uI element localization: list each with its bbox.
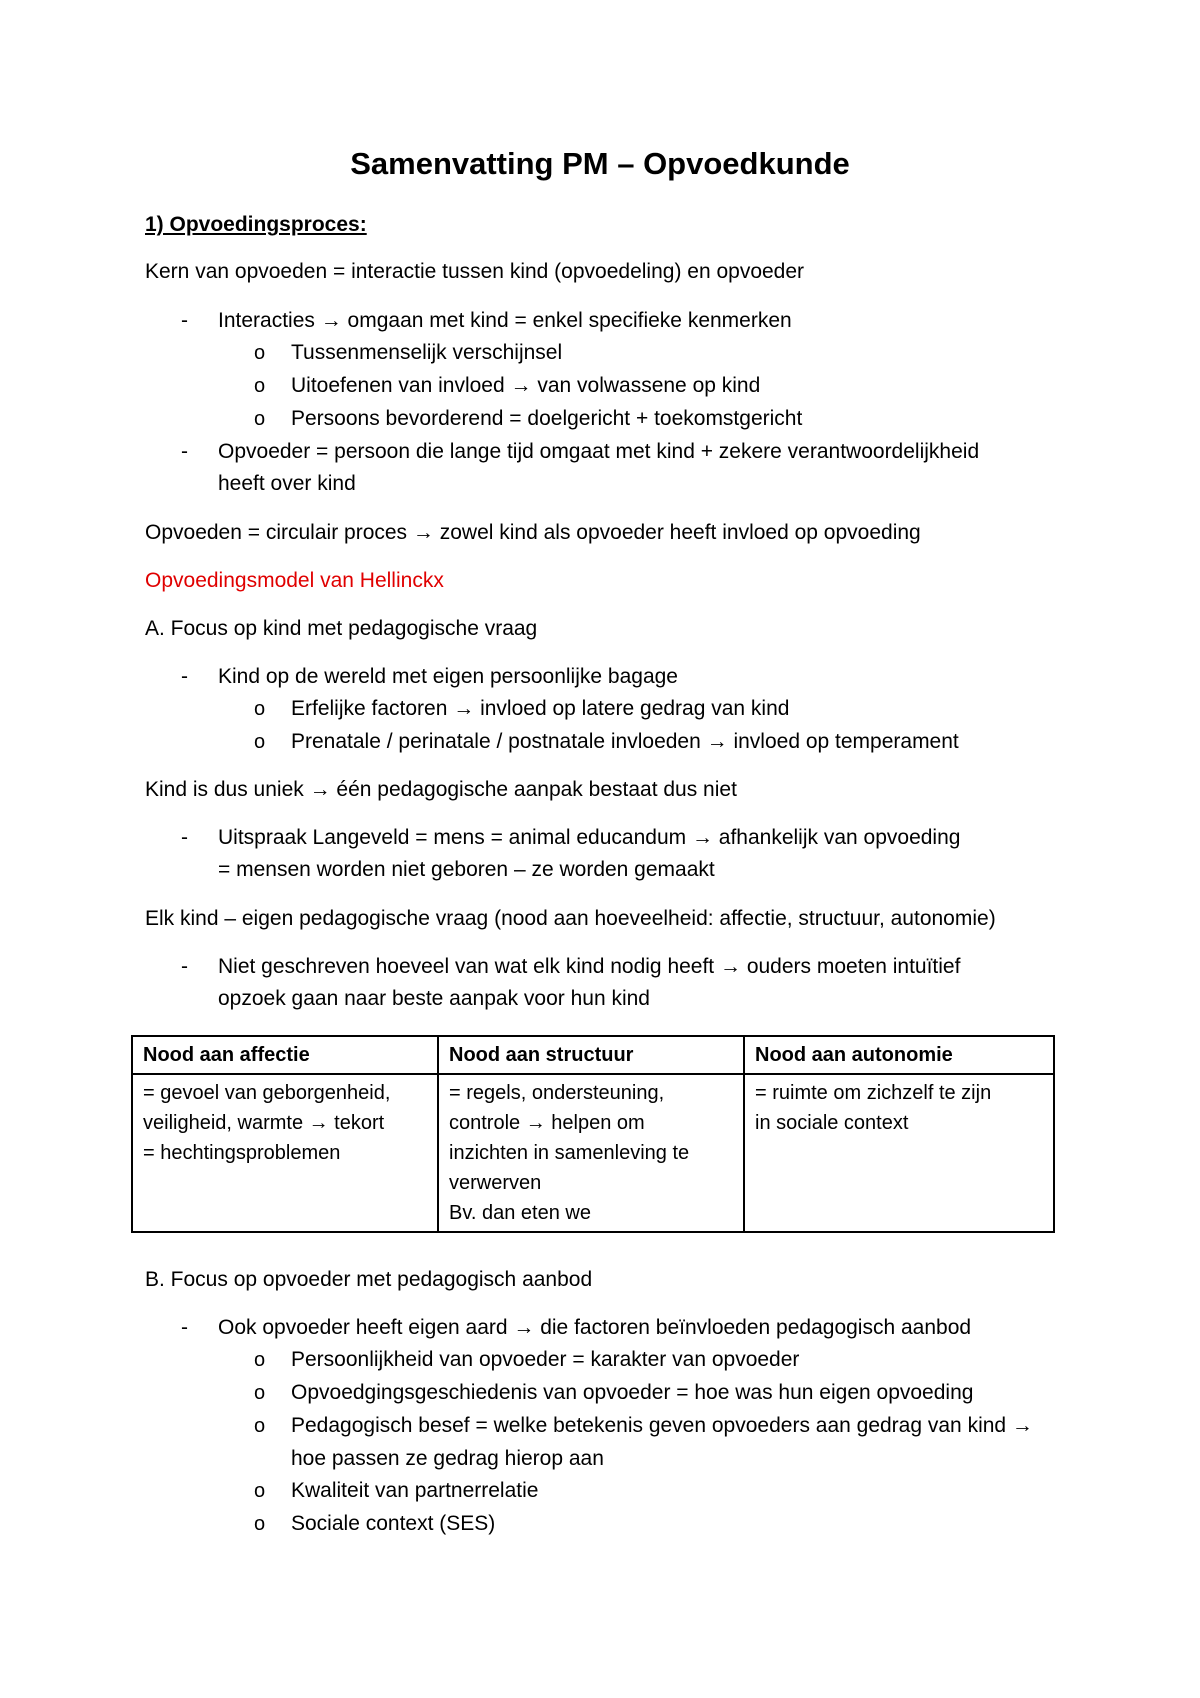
sub-item-cont: hoe passen ze gedrag hierop aan	[291, 1447, 604, 1470]
paragraph-kern: Kern van opvoeden = interactie tussen kind (opvoedeling) en opvoeder	[145, 260, 805, 283]
sub-item: Pedagogisch besef = welke betekenis geven opvoeders aan gedrag van kind →	[291, 1414, 1033, 1437]
list-item-opvoeder-cont: heeft over kind	[218, 472, 356, 495]
cell-line: = hechtingsproblemen	[143, 1142, 341, 1164]
circle-bullet: o	[254, 1415, 266, 1437]
circle-bullet: o	[254, 1382, 266, 1404]
circle-bullet: o	[254, 1480, 266, 1502]
circle-bullet: o	[254, 408, 266, 430]
dash-bullet: -	[181, 955, 188, 978]
circle-bullet: o	[254, 342, 266, 364]
sub-item: Kwaliteit van partnerrelatie	[291, 1479, 539, 1502]
cell-line: inzichten in samenleving te	[449, 1142, 690, 1164]
circle-bullet: o	[254, 375, 266, 397]
dash-bullet: -	[181, 1316, 188, 1339]
table-cell-autonomie	[744, 1074, 1054, 1232]
circle-bullet: o	[254, 1513, 266, 1535]
table-header-row	[132, 1036, 1054, 1074]
cell-line: Bv. dan eten we	[449, 1202, 591, 1224]
cell-line: = ruimte om zichzelf te zijn	[755, 1082, 992, 1104]
cell-line: veiligheid, warmte → tekort	[143, 1112, 385, 1134]
sub-item: Uitoefenen van invloed → van volwassene op kind	[291, 374, 761, 397]
sub-item: Persoonlijkheid van opvoeder = karakter van opvoeder	[291, 1348, 800, 1371]
paragraph-elk-kind: Elk kind – eigen pedagogische vraag (nood aan hoeveelheid: affectie, structuur, autonomie)	[145, 907, 996, 930]
cell-line: = gevoel van geborgenheid,	[143, 1082, 391, 1104]
list-item-niet-geschreven: Niet geschreven hoeveel van wat elk kind nodig heeft → ouders moeten intuïtief	[218, 955, 961, 978]
list-item-eigen-aard: Ook opvoeder heeft eigen aard → die factoren beïnvloeden pedagogisch aanbod	[218, 1316, 972, 1339]
table-row	[132, 1074, 1054, 1232]
table-header-affectie: Nood aan affectie	[132, 1036, 438, 1074]
dash-bullet: -	[181, 665, 188, 688]
page-title: Samenvatting PM – Opvoedkunde	[350, 146, 850, 181]
section-heading-b: B. Focus op opvoeder met pedagogisch aanbod	[145, 1268, 593, 1291]
section-heading-a: A. Focus op kind met pedagogische vraag	[145, 617, 538, 640]
list-item-niet-geschreven-cont: opzoek gaan naar beste aanpak voor hun kind	[218, 987, 650, 1010]
list-item-opvoeder: Opvoeder = persoon die lange tijd omgaat met kind + zekere verantwoordelijkheid	[218, 440, 980, 463]
needs-table	[131, 1035, 1055, 1233]
table-header-autonomie: Nood aan autonomie	[744, 1036, 1054, 1074]
list-item-langeveld-cont: = mensen worden niet geboren – ze worden gemaakt	[218, 858, 715, 881]
heading-opvoedingsmodel: Opvoedingsmodel van Hellinckx	[145, 569, 444, 592]
table-cell-affectie	[132, 1074, 438, 1232]
dash-bullet: -	[181, 309, 188, 332]
circle-bullet: o	[254, 1349, 266, 1371]
paragraph-uniek: Kind is dus uniek → één pedagogische aanpak bestaat dus niet	[145, 778, 737, 801]
table-header-structuur: Nood aan structuur	[438, 1036, 744, 1074]
sub-item: Opvoedgingsgeschiedenis van opvoeder = hoe was hun eigen opvoeding	[291, 1381, 974, 1404]
cell-line: controle → helpen om	[449, 1112, 645, 1134]
sub-item: Tussenmenselijk verschijnsel	[291, 341, 563, 364]
sub-item: Prenatale / perinatale / postnatale invloeden → invloed op temperament	[291, 730, 959, 753]
list-item-langeveld: Uitspraak Langeveld = mens = animal educandum → afhankelijk van opvoeding	[218, 826, 961, 849]
sub-item: Erfelijke factoren → invloed op latere gedrag van kind	[291, 697, 790, 720]
dash-bullet: -	[181, 440, 188, 463]
cell-line: = regels, ondersteuning,	[449, 1082, 665, 1104]
table-cell-structuur	[438, 1074, 744, 1232]
list-item-interacties: Interacties → omgaan met kind = enkel specifieke kenmerken	[218, 309, 792, 332]
circle-bullet: o	[254, 698, 266, 720]
list-item-kind-bagage: Kind op de wereld met eigen persoonlijke bagage	[218, 665, 678, 688]
cell-line: verwerven	[449, 1172, 542, 1194]
sub-item: Sociale context (SES)	[291, 1512, 496, 1535]
circle-bullet: o	[254, 731, 266, 753]
dash-bullet: -	[181, 826, 188, 849]
cell-line: in sociale context	[755, 1112, 909, 1134]
paragraph-opvoeden: Opvoeden = circulair proces → zowel kind als opvoeder heeft invloed op opvoeding	[145, 521, 921, 544]
section-heading-opvoedingsproces: 1) Opvoedingsproces:	[145, 213, 367, 236]
sub-item: Persoons bevorderend = doelgericht + toekomstgericht	[291, 407, 803, 430]
